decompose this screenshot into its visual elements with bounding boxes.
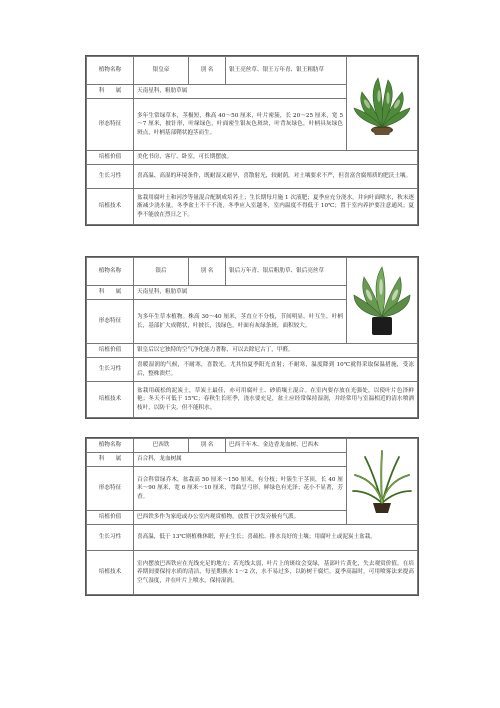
plant-name: 银皇帝 xyxy=(134,57,189,85)
family-value: 天南星科，粗肋草属 xyxy=(134,85,347,99)
plant-name: 巴西铁 xyxy=(134,439,189,453)
alias-label: 别 名 xyxy=(189,258,226,286)
habit-text: 喜高温、高湿的环境条件，既耐湿又耐旱，喜散射光，较耐荫，对土壤要求不严，但喜富含腐殖质的肥沃土壤。 xyxy=(134,165,418,189)
alias-value: 银后万年青、银后粗肋草、银后亮丝草 xyxy=(226,258,347,286)
technique-text: 室内摆放巴西铁应在光线充足的地方；若光线太弱，叶片上的斑纹会变绿，基部叶片黄化，失去观赏价值。在培养期间要保持水质的清洁，每星期换水 1～2 次，水不易过多，以防树干腐烂。夏季高温时，可用喷雾法来提高空气湿度，并在叶片上喷水，保持湿润。 xyxy=(134,551,418,595)
alias-value: 巴西千年木、金边香龙血树、巴西木 xyxy=(226,439,347,453)
plant-photo xyxy=(347,258,418,344)
value-label: 培植价值 xyxy=(87,151,134,165)
value-text: 巴西铁多作为家庭或办公室内观赏植物，放置于沙发旁极有气派。 xyxy=(134,511,347,525)
technique-text: 盆栽用腐叶土和河沙等量混合配制成培养土；生长期每月施 1 次液肥；夏季应充分浇水，并向叶面喷水，秋末逐渐减少浇水量，冬季盆土不干不浇，冬季应入室越冬，室内温度不得低于 10℃；置于室内养护要注意通风；夏季不能放在烈日之下。 xyxy=(134,189,418,225)
alias-label: 别 名 xyxy=(189,439,226,453)
plant-card-1 xyxy=(85,55,419,226)
features-label: 形态特征 xyxy=(87,467,134,511)
value-text: 美化书房、客厅、卧室，可长期摆放。 xyxy=(134,151,418,165)
value-text: 银皇后以它独特的空气净化能力著称，可以去除尼古丁，甲醛。 xyxy=(134,344,418,358)
plant-photo xyxy=(347,439,418,525)
habit-label: 生长习性 xyxy=(87,525,134,551)
alias-value: 银王亮丝草、银王万年青、银王粗肋草 xyxy=(226,57,347,85)
habit-text: 喜暖湿润的气候，不耐寒，喜散光，尤其怕夏季阳光直射；不耐寒，温度降到 10℃就得采取保温措施，受冻后，整株溃烂。 xyxy=(134,358,418,382)
plant-name: 银后 xyxy=(134,258,189,286)
features-label: 形态特征 xyxy=(87,300,134,344)
aglaonema-plant-icon xyxy=(352,265,412,337)
value-label: 培植价值 xyxy=(87,511,134,525)
features-label: 形态特征 xyxy=(87,99,134,151)
dieffenbachia-plant-icon xyxy=(352,72,412,136)
features-value: 为多年生草本植物。株高 30～40 厘米，茎直立不分枝，节间明显。叶互生，叶柄长，基部扩大成鞘状，叶披长，浅绿色，叶面有灰绿条斑，面积较大。 xyxy=(134,300,347,344)
habit-label: 生长习性 xyxy=(87,165,134,189)
alias-label: 别 名 xyxy=(189,57,226,85)
family-label: 科 属 xyxy=(87,85,134,99)
habit-text: 喜高温，低于 13℃则植株休眠，停止生长；喜疏松、排水良好的土壤；用腐叶土或泥炭土盆栽。 xyxy=(134,525,418,551)
plant-card-3 xyxy=(85,437,419,596)
value-label: 培植价值 xyxy=(87,344,134,358)
technique-label: 培植技术 xyxy=(87,189,134,225)
plant-name-label: 植物名称 xyxy=(87,439,134,453)
dracaena-plant-icon xyxy=(351,449,413,515)
family-value: 百合科，龙血树属 xyxy=(134,453,347,467)
technique-label: 培植技术 xyxy=(87,382,134,418)
features-value: 多年生常绿草本，茎极短，株高 40～50 厘米，叶片密簇，长 20～25 厘米，宽 5～7 厘米，披针形，叶缘绿色，叶面密生银灰色斑块，叶背灰绿色，叶柄具灰绿色斑点，叶柄基部鞘状抱茎而生。 xyxy=(134,99,347,151)
plant-card-2 xyxy=(85,256,419,419)
technique-label: 培植技术 xyxy=(87,551,134,595)
plant-photo xyxy=(347,57,418,151)
habit-label: 生长习性 xyxy=(87,358,134,382)
plant-name-label: 植物名称 xyxy=(87,57,134,85)
technique-text: 盆栽用疏松的泥炭土，草炭土最佳，亦可用腐叶土、砂质壤土混合。在室内要存放在光强处，以使叶片色泽鲜艳；冬天不可低于 15℃；春秋生长旺季，浇水要充足，盆土应经常保持湿润，并经常用与室温相近的清水喷洒枝叶，以防干尖，但不能积水。 xyxy=(134,382,418,418)
plant-name-label: 植物名称 xyxy=(87,258,134,286)
features-value: 百合科常绿乔木，盆栽高 50 厘米～150 厘米，有分枝；叶簇生于茎顶，长 40 厘米～90 厘米，宽 6 厘米～10 厘米，弯曲呈弓形，鲜绿色有光泽；花小不显著，芳香。 xyxy=(134,467,347,511)
family-value: 天南星科，粗肋草属 xyxy=(134,286,347,300)
family-label: 科 属 xyxy=(87,453,134,467)
family-label: 科 属 xyxy=(87,286,134,300)
